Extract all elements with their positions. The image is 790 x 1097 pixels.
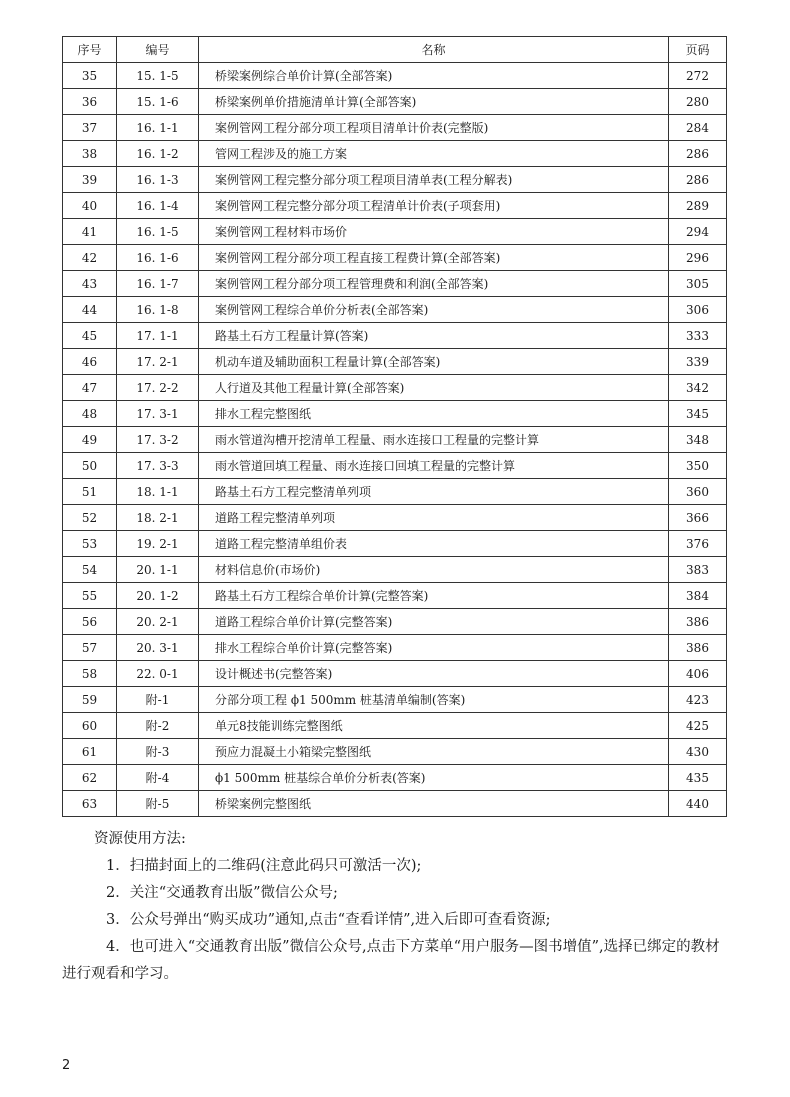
table-row <box>63 245 727 271</box>
table-row <box>63 505 727 531</box>
table-row <box>63 89 727 115</box>
cell-name: 管网工程涉及的施工方案 <box>199 141 669 167</box>
table-row <box>63 141 727 167</box>
cell-page: 348 <box>669 427 727 453</box>
cell-page: 305 <box>669 271 727 297</box>
table-row <box>63 323 727 349</box>
table-row <box>63 661 727 687</box>
notes-item: 3．公众号弹出“购买成功”通知,点击“查看详情”,进入后即可查看资源; <box>106 912 551 928</box>
table-row <box>63 115 727 141</box>
notes-item: 4．也可进入“交通教育出版”微信公众号,点击下方菜单“用户服务—图书增值”,选择已绑定的教材进行观看和学习。 <box>62 939 720 982</box>
table-row <box>63 479 727 505</box>
cell-no: 55 <box>63 583 117 609</box>
resource-table <box>62 36 727 817</box>
table-row <box>63 219 727 245</box>
table-row <box>63 557 727 583</box>
cell-page: 342 <box>669 375 727 401</box>
cell-page: 280 <box>669 89 727 115</box>
cell-no: 52 <box>63 505 117 531</box>
table-row <box>63 609 727 635</box>
table-row <box>63 765 727 791</box>
cell-code: 19. 2-1 <box>117 531 199 557</box>
cell-no: 54 <box>63 557 117 583</box>
cell-page: 284 <box>669 115 727 141</box>
header-code: 编号 <box>117 37 199 63</box>
table-row <box>63 583 727 609</box>
cell-page: 366 <box>669 505 727 531</box>
usage-notes <box>62 826 732 988</box>
cell-name: 预应力混凝土小箱梁完整图纸 <box>199 739 669 765</box>
cell-page: 383 <box>669 557 727 583</box>
cell-no: 35 <box>63 63 117 89</box>
cell-page: 333 <box>669 323 727 349</box>
cell-code: 17. 3-3 <box>117 453 199 479</box>
table-row <box>63 63 727 89</box>
cell-code: 22. 0-1 <box>117 661 199 687</box>
cell-page: 440 <box>669 791 727 817</box>
table-row <box>63 635 727 661</box>
cell-page: 435 <box>669 765 727 791</box>
cell-no: 46 <box>63 349 117 375</box>
table-row <box>63 297 727 323</box>
table-row <box>63 427 727 453</box>
resource-table-container <box>62 36 726 817</box>
cell-code: 20. 2-1 <box>117 609 199 635</box>
cell-name: 桥梁案例完整图纸 <box>199 791 669 817</box>
table-row <box>63 375 727 401</box>
cell-name: 路基土石方工程综合单价计算(完整答案) <box>199 583 669 609</box>
cell-code: 16. 1-3 <box>117 167 199 193</box>
cell-page: 286 <box>669 167 727 193</box>
notes-title: 资源使用方法: <box>94 831 186 847</box>
header-no: 序号 <box>63 37 117 63</box>
cell-code: 16. 1-6 <box>117 245 199 271</box>
cell-no: 38 <box>63 141 117 167</box>
cell-no: 53 <box>63 531 117 557</box>
cell-name: 桥梁案例单价措施清单计算(全部答案) <box>199 89 669 115</box>
cell-name: 路基土石方工程量计算(答案) <box>199 323 669 349</box>
cell-page: 339 <box>669 349 727 375</box>
cell-no: 41 <box>63 219 117 245</box>
cell-code: 15. 1-5 <box>117 63 199 89</box>
cell-code: 附-1 <box>117 687 199 713</box>
cell-name: 桥梁案例综合单价计算(全部答案) <box>199 63 669 89</box>
cell-name: 材料信息价(市场价) <box>199 557 669 583</box>
cell-name: 道路工程完整清单列项 <box>199 505 669 531</box>
cell-page: 294 <box>669 219 727 245</box>
cell-code: 17. 2-2 <box>117 375 199 401</box>
cell-page: 386 <box>669 635 727 661</box>
cell-name: 道路工程综合单价计算(完整答案) <box>199 609 669 635</box>
cell-name: 案例管网工程综合单价分析表(全部答案) <box>199 297 669 323</box>
cell-no: 56 <box>63 609 117 635</box>
table-row <box>63 453 727 479</box>
cell-no: 45 <box>63 323 117 349</box>
cell-no: 58 <box>63 661 117 687</box>
cell-name: 分部分项工程 ϕ1 500mm 桩基清单编制(答案) <box>199 687 669 713</box>
cell-code: 15. 1-6 <box>117 89 199 115</box>
cell-no: 60 <box>63 713 117 739</box>
cell-page: 386 <box>669 609 727 635</box>
cell-page: 406 <box>669 661 727 687</box>
cell-name: 机动车道及辅助面积工程量计算(全部答案) <box>199 349 669 375</box>
cell-code: 20. 3-1 <box>117 635 199 661</box>
cell-code: 附-3 <box>117 739 199 765</box>
table-row <box>63 401 727 427</box>
table-row <box>63 739 727 765</box>
table-row <box>63 531 727 557</box>
cell-code: 17. 3-1 <box>117 401 199 427</box>
cell-page: 345 <box>669 401 727 427</box>
cell-code: 20. 1-2 <box>117 583 199 609</box>
cell-page: 425 <box>669 713 727 739</box>
cell-code: 17. 2-1 <box>117 349 199 375</box>
cell-no: 36 <box>63 89 117 115</box>
header-name: 名称 <box>199 37 669 63</box>
cell-no: 47 <box>63 375 117 401</box>
cell-name: 道路工程完整清单组价表 <box>199 531 669 557</box>
cell-name: 雨水管道回填工程量、雨水连接口回填工程量的完整计算 <box>199 453 669 479</box>
cell-no: 37 <box>63 115 117 141</box>
cell-code: 附-5 <box>117 791 199 817</box>
cell-no: 62 <box>63 765 117 791</box>
notes-item: 2．关注“交通教育出版”微信公众号; <box>106 885 338 901</box>
cell-no: 61 <box>63 739 117 765</box>
cell-name: 案例管网工程分部分项工程直接工程费计算(全部答案) <box>199 245 669 271</box>
cell-name: 人行道及其他工程量计算(全部答案) <box>199 375 669 401</box>
page-number: 2 <box>62 1058 71 1073</box>
cell-no: 63 <box>63 791 117 817</box>
cell-no: 51 <box>63 479 117 505</box>
cell-name: 设计概述书(完整答案) <box>199 661 669 687</box>
cell-no: 59 <box>63 687 117 713</box>
cell-no: 48 <box>63 401 117 427</box>
cell-name: 排水工程完整图纸 <box>199 401 669 427</box>
cell-code: 16. 1-4 <box>117 193 199 219</box>
cell-no: 43 <box>63 271 117 297</box>
cell-name: 案例管网工程分部分项工程管理费和利润(全部答案) <box>199 271 669 297</box>
cell-name: 案例管网工程材料市场价 <box>199 219 669 245</box>
cell-page: 350 <box>669 453 727 479</box>
cell-code: 18. 2-1 <box>117 505 199 531</box>
cell-page: 430 <box>669 739 727 765</box>
table-row <box>63 791 727 817</box>
cell-code: 16. 1-5 <box>117 219 199 245</box>
cell-code: 18. 1-1 <box>117 479 199 505</box>
cell-code: 20. 1-1 <box>117 557 199 583</box>
cell-no: 39 <box>63 167 117 193</box>
cell-code: 16. 1-1 <box>117 115 199 141</box>
cell-no: 57 <box>63 635 117 661</box>
cell-no: 49 <box>63 427 117 453</box>
cell-page: 384 <box>669 583 727 609</box>
cell-no: 50 <box>63 453 117 479</box>
cell-name: 排水工程综合单价计算(完整答案) <box>199 635 669 661</box>
cell-code: 17. 3-2 <box>117 427 199 453</box>
cell-code: 17. 1-1 <box>117 323 199 349</box>
cell-name: 路基土石方工程完整清单列项 <box>199 479 669 505</box>
cell-page: 289 <box>669 193 727 219</box>
table-row <box>63 349 727 375</box>
header-page: 页码 <box>669 37 727 63</box>
cell-name: 案例管网工程完整分部分项工程项目清单表(工程分解表) <box>199 167 669 193</box>
table-row <box>63 687 727 713</box>
cell-no: 40 <box>63 193 117 219</box>
cell-page: 272 <box>669 63 727 89</box>
cell-name: 案例管网工程分部分项工程项目清单计价表(完整版) <box>199 115 669 141</box>
notes-item: 1．扫描封面上的二维码(注意此码只可激活一次); <box>106 858 422 874</box>
cell-code: 附-2 <box>117 713 199 739</box>
cell-page: 360 <box>669 479 727 505</box>
cell-page: 376 <box>669 531 727 557</box>
table-header-row <box>63 37 727 63</box>
cell-page: 423 <box>669 687 727 713</box>
cell-name: ϕ1 500mm 桩基综合单价分析表(答案) <box>199 765 669 791</box>
table-row <box>63 193 727 219</box>
cell-code: 16. 1-2 <box>117 141 199 167</box>
table-row <box>63 713 727 739</box>
table-body <box>63 63 727 817</box>
cell-page: 286 <box>669 141 727 167</box>
table-row <box>63 167 727 193</box>
cell-no: 42 <box>63 245 117 271</box>
cell-name: 案例管网工程完整分部分项工程清单计价表(子项套用) <box>199 193 669 219</box>
cell-code: 16. 1-7 <box>117 271 199 297</box>
cell-code: 16. 1-8 <box>117 297 199 323</box>
cell-no: 44 <box>63 297 117 323</box>
cell-code: 附-4 <box>117 765 199 791</box>
table-row <box>63 271 727 297</box>
cell-page: 306 <box>669 297 727 323</box>
cell-page: 296 <box>669 245 727 271</box>
cell-name: 单元8技能训练完整图纸 <box>199 713 669 739</box>
cell-name: 雨水管道沟槽开挖清单工程量、雨水连接口工程量的完整计算 <box>199 427 669 453</box>
